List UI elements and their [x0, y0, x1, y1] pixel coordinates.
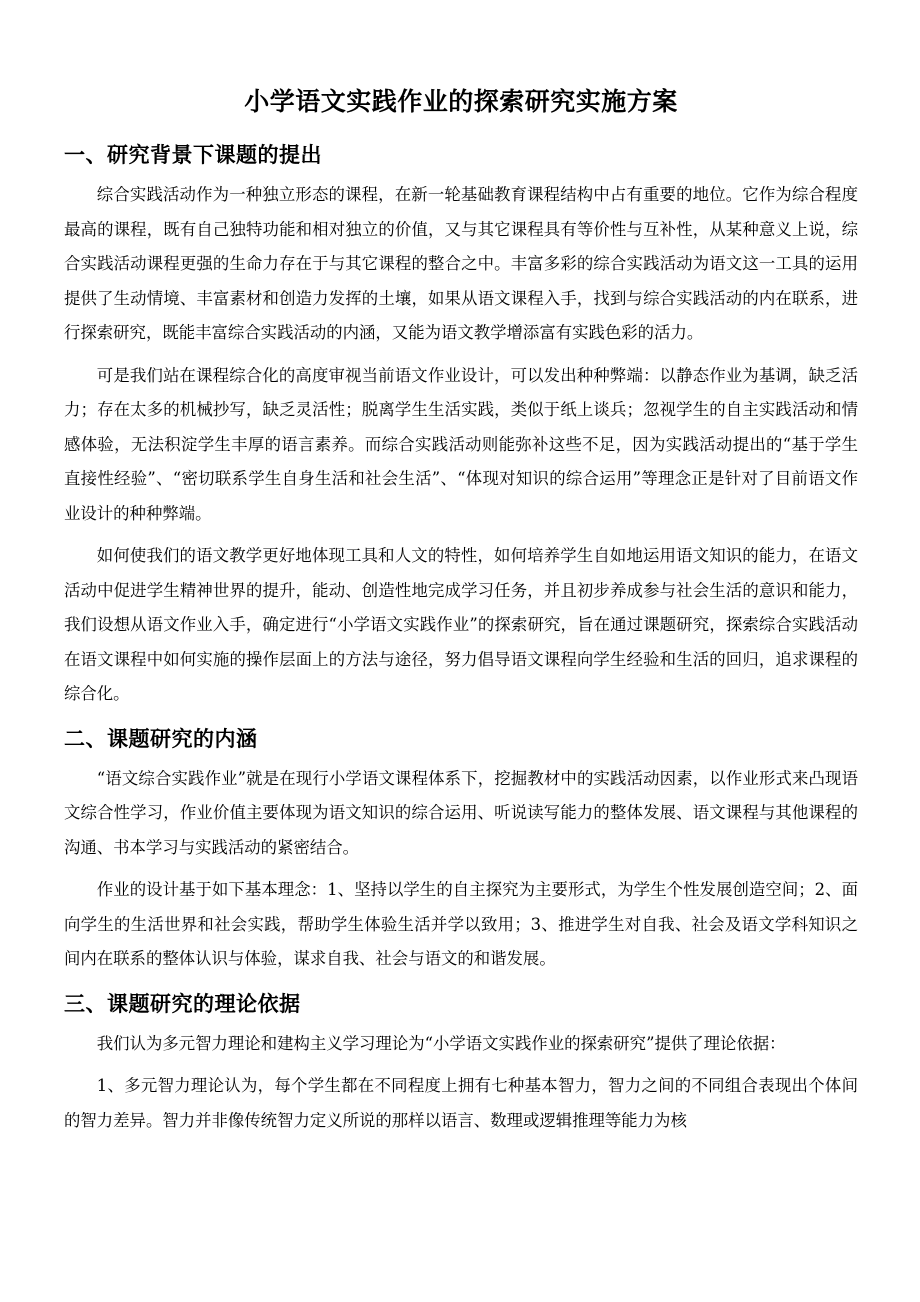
paragraph: 可是我们站在课程综合化的高度审视当前语文作业设计，可以发出种种弊端：以静态作业为基调，缺乏活力；存在太多的机械抄写，缺乏灵活性；脱离学生生活实践，类似于纸上谈兵；忽视学生的自主实践活动和情感体验，无法积淀学生丰厚的语言素养。而综合实践活动则能弥补这些不足，因为实践活动提出的“基于学生直接性经验”、“密切联系学生自身生活和社会生活”、“体现对知识的综合运用”等理念正是针对了目前语文作业设计的种种弊端。 [64, 365, 858, 523]
paragraph: 作业的设计基于如下基本理念：1、坚持以学生的自主探究为主要形式，为学生个性发展创造空间；2、面向学生的生活世界和社会实践，帮助学生体验生活并学以致用；3、推进学生对自我、社会及语文学科知识之间内在联系的整体认识与体验，谋求自我、社会与语文的和谐发展。 [64, 880, 858, 968]
paragraph: 如何使我们的语文教学更好地体现工具和人文的特性，如何培养学生自如地运用语文知识的能力，在语文活动中促进学生精神世界的提升，能动、创造性地完成学习任务，并且初步养成参与社会生活的意识和能力，我们设想从语文作业入手，确定进行“小学语文实践作业”的探索研究，旨在通过课题研究，探索综合实践活动在语文课程中如何实施的操作层面上的方法与途径，努力倡导语文课程向学生经验和生活的回归，追求课程的综合化。 [64, 546, 858, 703]
section-heading: 二、课题研究的内涵 [64, 725, 258, 751]
section-theoretical-basis [64, 985, 858, 1139]
section-research-background [64, 136, 858, 712]
paragraph: “语文综合实践作业”就是在现行小学语文课程体系下，挖掘教材中的实践活动因素，以作业形式来凸现语文综合性学习，作业价值主要体现为语文知识的综合运用、听说读写能力的整体发展、语文课程与其他课程的沟通、书本学习与实践活动的紧密结合。 [64, 768, 858, 857]
paragraph: 我们认为多元智力理论和建构主义学习理论为“小学语文实践作业的探索研究”提供了理论依据： [96, 1033, 786, 1053]
paragraph: 1、多元智力理论认为，每个学生都在不同程度上拥有七种基本智力，智力之间的不同组合表现出个体间的智力差异。智力并非像传统智力定义所说的那样以语言、数理或逻辑推理等能力为核 [64, 1076, 858, 1130]
section-heading: 一、研究背景下课题的提出 [64, 142, 322, 167]
document-title: 小学语文实践作业的探索研究实施方案 [244, 87, 678, 116]
section-heading: 三、课题研究的理论依据 [64, 990, 301, 1016]
section-research-connotation [64, 720, 858, 977]
paragraph: 综合实践活动作为一种独立形态的课程，在新一轮基础教育课程结构中占有重要的地位。它作为综合程度最高的课程，既有自己独特功能和相对独立的价值，又与其它课程具有等价性与互补性，从某种意义上说，综合实践活动课程更强的生命力存在于与其它课程的整合之中。丰富多彩的综合实践活动为语文这一工具的运用提供了生动情境、丰富素材和创造力发挥的土壤，如果从语文课程入手，找到与综合实践活动的内在联系，进行探索研究，既能丰富综合实践活动的内涵，又能为语文教学增添富有实践色彩的活力。 [64, 185, 858, 342]
